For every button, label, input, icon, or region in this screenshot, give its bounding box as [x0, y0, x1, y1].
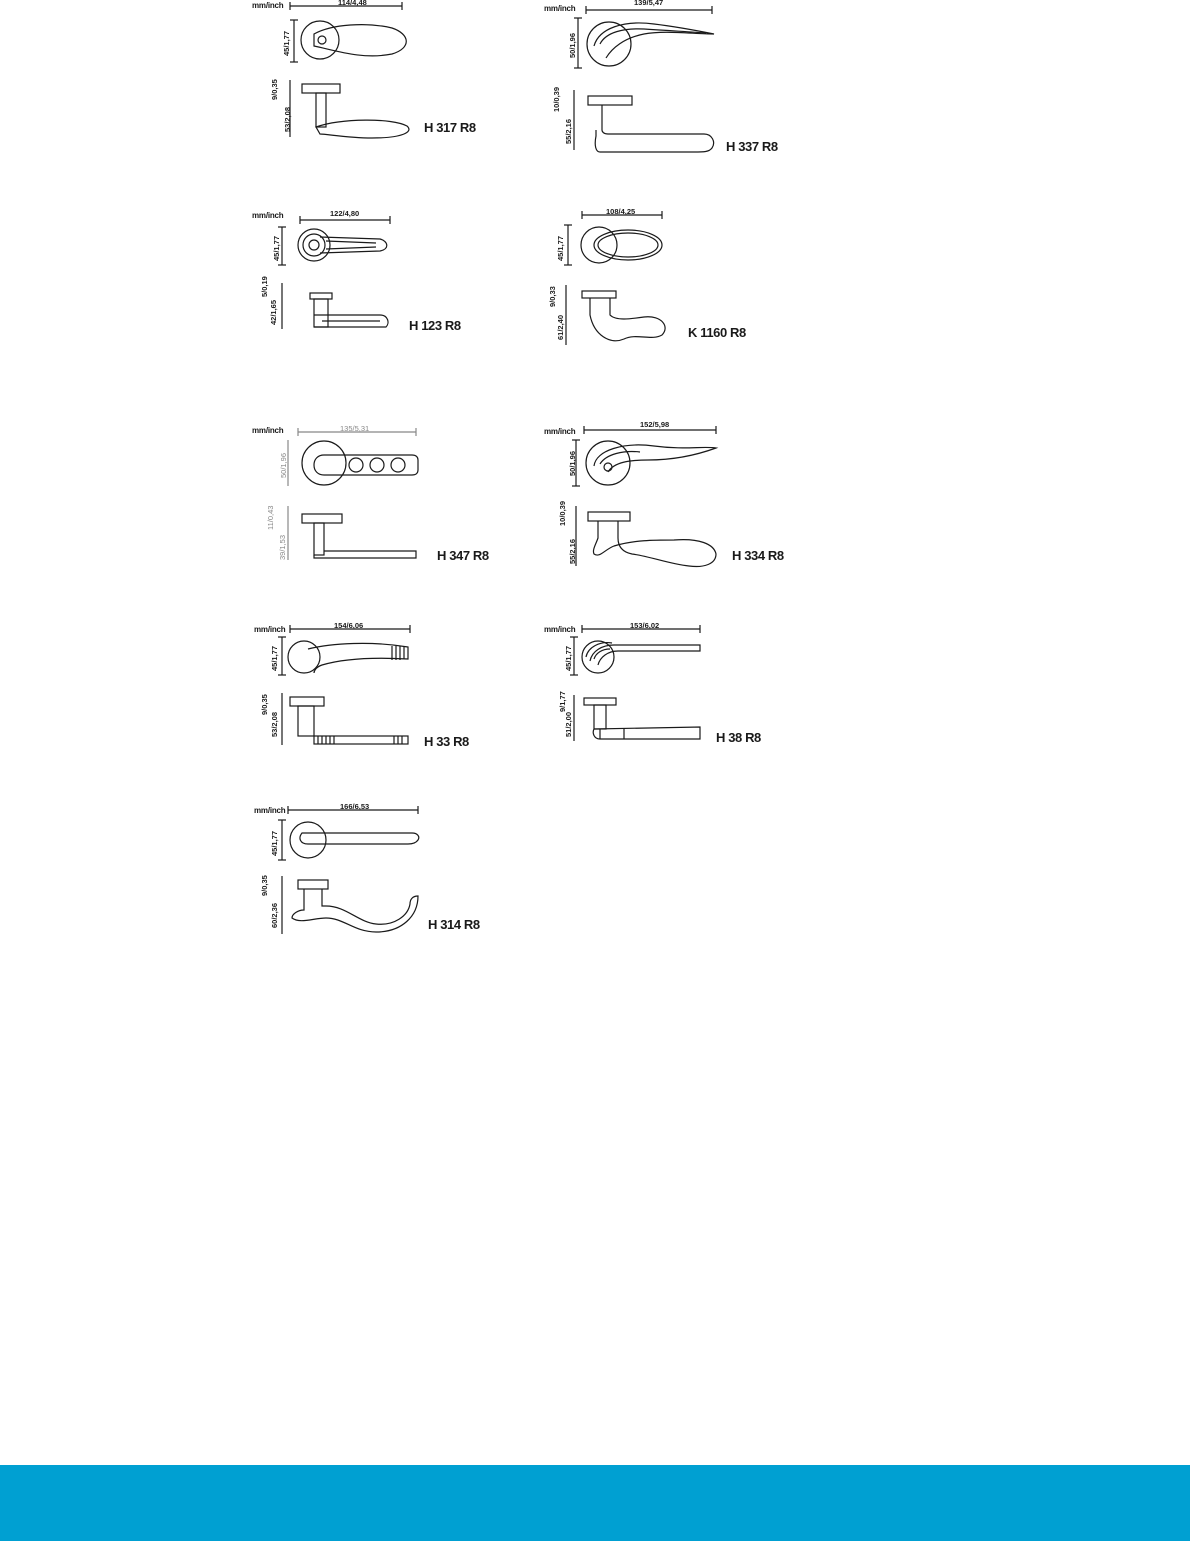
- rose-height-dimension: 45/1,77: [564, 645, 573, 671]
- rose-height-dimension: 45/1,77: [270, 830, 279, 856]
- lever-drop-dimension: 53/2,08: [270, 711, 279, 737]
- unit-label: mm/inch: [252, 211, 284, 220]
- h337-drawing: [544, 0, 844, 170]
- rose-height-dimension: 45/1,77: [270, 645, 279, 671]
- h334-drawing: [544, 420, 844, 590]
- product-h337: [544, 0, 844, 170]
- lever-drop-dimension: 42/1,65: [269, 299, 278, 325]
- rose-depth-dimension: 9/0,35: [260, 694, 269, 715]
- lever-drop-dimension: 39/1,53: [278, 534, 287, 560]
- model-number: H 337 R8: [726, 139, 778, 154]
- rose-height-dimension: 45/1,77: [272, 235, 281, 261]
- h33-drawing: [252, 615, 552, 785]
- rose-height-dimension: 45/1,77: [556, 235, 565, 261]
- rose-depth-dimension: 9/0,33: [548, 286, 557, 307]
- rose-height-dimension: 45/1,77: [282, 30, 291, 56]
- unit-label: mm/inch: [252, 426, 284, 435]
- width-dimension: 135/5,31: [340, 424, 370, 433]
- model-number: H 33 R8: [424, 734, 469, 749]
- width-dimension: 122/4,80: [330, 209, 360, 218]
- product-k1160: [544, 205, 844, 375]
- lever-drop-dimension: 61/2,40: [556, 314, 565, 340]
- rose-depth-dimension: 9/1,77: [558, 691, 567, 712]
- rose-height-dimension: 50/1,96: [279, 452, 288, 478]
- rose-height-dimension: 50/1,96: [568, 32, 577, 58]
- width-dimension: 152/5,98: [640, 420, 670, 429]
- rose-depth-dimension: 9/0,35: [270, 79, 279, 100]
- rose-depth-dimension: 5/0,19: [260, 276, 269, 297]
- model-number: K 1160 R8: [688, 325, 746, 340]
- rose-depth-dimension: 10/0,39: [552, 86, 561, 112]
- unit-label: mm/inch: [544, 427, 576, 436]
- width-dimension: 154/6,06: [334, 621, 364, 630]
- lever-drop-dimension: 55/2,16: [568, 538, 577, 564]
- width-dimension: 166/6,53: [340, 802, 370, 811]
- h317-drawing: [252, 0, 552, 170]
- lever-drop-dimension: 51/2,00: [564, 711, 573, 737]
- width-dimension: 114/4,48: [338, 0, 367, 7]
- unit-label: mm/inch: [254, 625, 286, 634]
- model-number: H 347 R8: [437, 548, 489, 563]
- product-h347: [252, 420, 552, 590]
- rose-depth-dimension: 11/0,43: [266, 505, 275, 530]
- unit-label: mm/inch: [252, 1, 284, 10]
- rose-depth-dimension: 10/0,39: [558, 500, 567, 526]
- model-number: H 334 R8: [732, 548, 784, 563]
- product-h38: [544, 615, 844, 785]
- unit-label: mm/inch: [254, 806, 286, 815]
- model-number: H 317 R8: [424, 120, 476, 135]
- model-number: H 123 R8: [409, 318, 461, 333]
- product-h334: [544, 420, 844, 590]
- product-h317: [252, 0, 552, 170]
- footer-band: [0, 1465, 1190, 1541]
- model-number: H 314 R8: [428, 917, 480, 932]
- h314-drawing: [252, 800, 552, 970]
- k1160-drawing: [544, 205, 844, 375]
- width-dimension: 139/5,47: [634, 0, 664, 7]
- model-number: H 38 R8: [716, 730, 761, 745]
- unit-label: mm/inch: [544, 4, 576, 13]
- product-h123: [252, 205, 552, 375]
- rose-depth-dimension: 9/0,35: [260, 875, 269, 896]
- h38-drawing: [544, 615, 844, 785]
- rose-height-dimension: 50/1,96: [568, 450, 577, 476]
- product-h33: [252, 615, 552, 785]
- lever-drop-dimension: 60/2,36: [270, 902, 279, 928]
- lever-drop-dimension: 55/2,16: [564, 118, 573, 144]
- h123-drawing: [252, 205, 552, 375]
- width-dimension: 153/6,02: [630, 621, 660, 630]
- unit-label: mm/inch: [544, 625, 576, 634]
- h347-drawing: [252, 420, 552, 590]
- width-dimension: 108/4,25: [606, 207, 636, 216]
- lever-drop-dimension: 53/2,08: [283, 106, 292, 132]
- product-h314: [252, 800, 552, 970]
